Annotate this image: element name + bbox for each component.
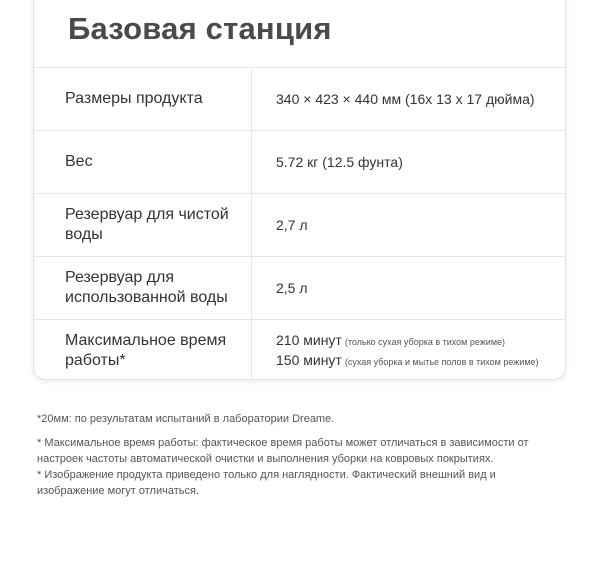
column-divider xyxy=(251,194,252,256)
runtime-line xyxy=(276,351,557,371)
spec-row-dimensions xyxy=(34,68,565,131)
spec-label: Вес xyxy=(65,153,93,170)
footnotes xyxy=(37,411,565,499)
spec-label: Размеры продукта xyxy=(65,90,203,107)
spec-value: 2,7 л xyxy=(276,217,308,233)
runtime-value: 210 минут xyxy=(276,331,342,348)
runtime-note: (только сухая уборка в тихом режиме) xyxy=(344,336,506,347)
runtime-line xyxy=(276,331,557,351)
page-title: Базовая станция xyxy=(68,11,332,46)
column-divider xyxy=(251,257,252,319)
footnote: *20мм: по результатам испытаний в лаборатории Dreame. xyxy=(37,413,335,425)
spec-value: 5.72 кг (12.5 фунта) xyxy=(276,154,403,170)
spec-label: Максимальное время работы* xyxy=(65,331,227,369)
spec-label: Резервуар для чистой воды xyxy=(65,206,229,243)
spec-card xyxy=(33,0,566,380)
runtime-note: (сухая уборка и мытье полов в тихом режиме) xyxy=(344,356,539,367)
footnote: * Изображение продукта приведено только для наглядности. Фактический внешний вид и изображение могут отличаться. xyxy=(37,469,496,497)
spec-row-clean-tank xyxy=(34,194,565,257)
spec-value: 340 × 423 × 440 мм (16x 13 x 17 дюйма) xyxy=(276,91,535,107)
spec-label: Резервуар для использованной воды xyxy=(65,269,228,306)
column-divider xyxy=(251,131,252,193)
spec-row-dirty-tank xyxy=(34,257,565,320)
runtime-value: 150 минут xyxy=(276,351,342,368)
column-divider xyxy=(251,68,252,130)
spec-value-multiline xyxy=(276,331,557,371)
spec-row-runtime xyxy=(34,320,565,380)
spec-value: 2,5 л xyxy=(276,280,308,296)
footnote: * Максимальное время работы: фактическое время работы может отличаться в зависимости от настроек частоты автоматической очистки и выполнения уборки на ковровых покрытиях. xyxy=(37,437,529,465)
spec-row-weight xyxy=(34,131,565,194)
column-divider xyxy=(251,320,252,380)
